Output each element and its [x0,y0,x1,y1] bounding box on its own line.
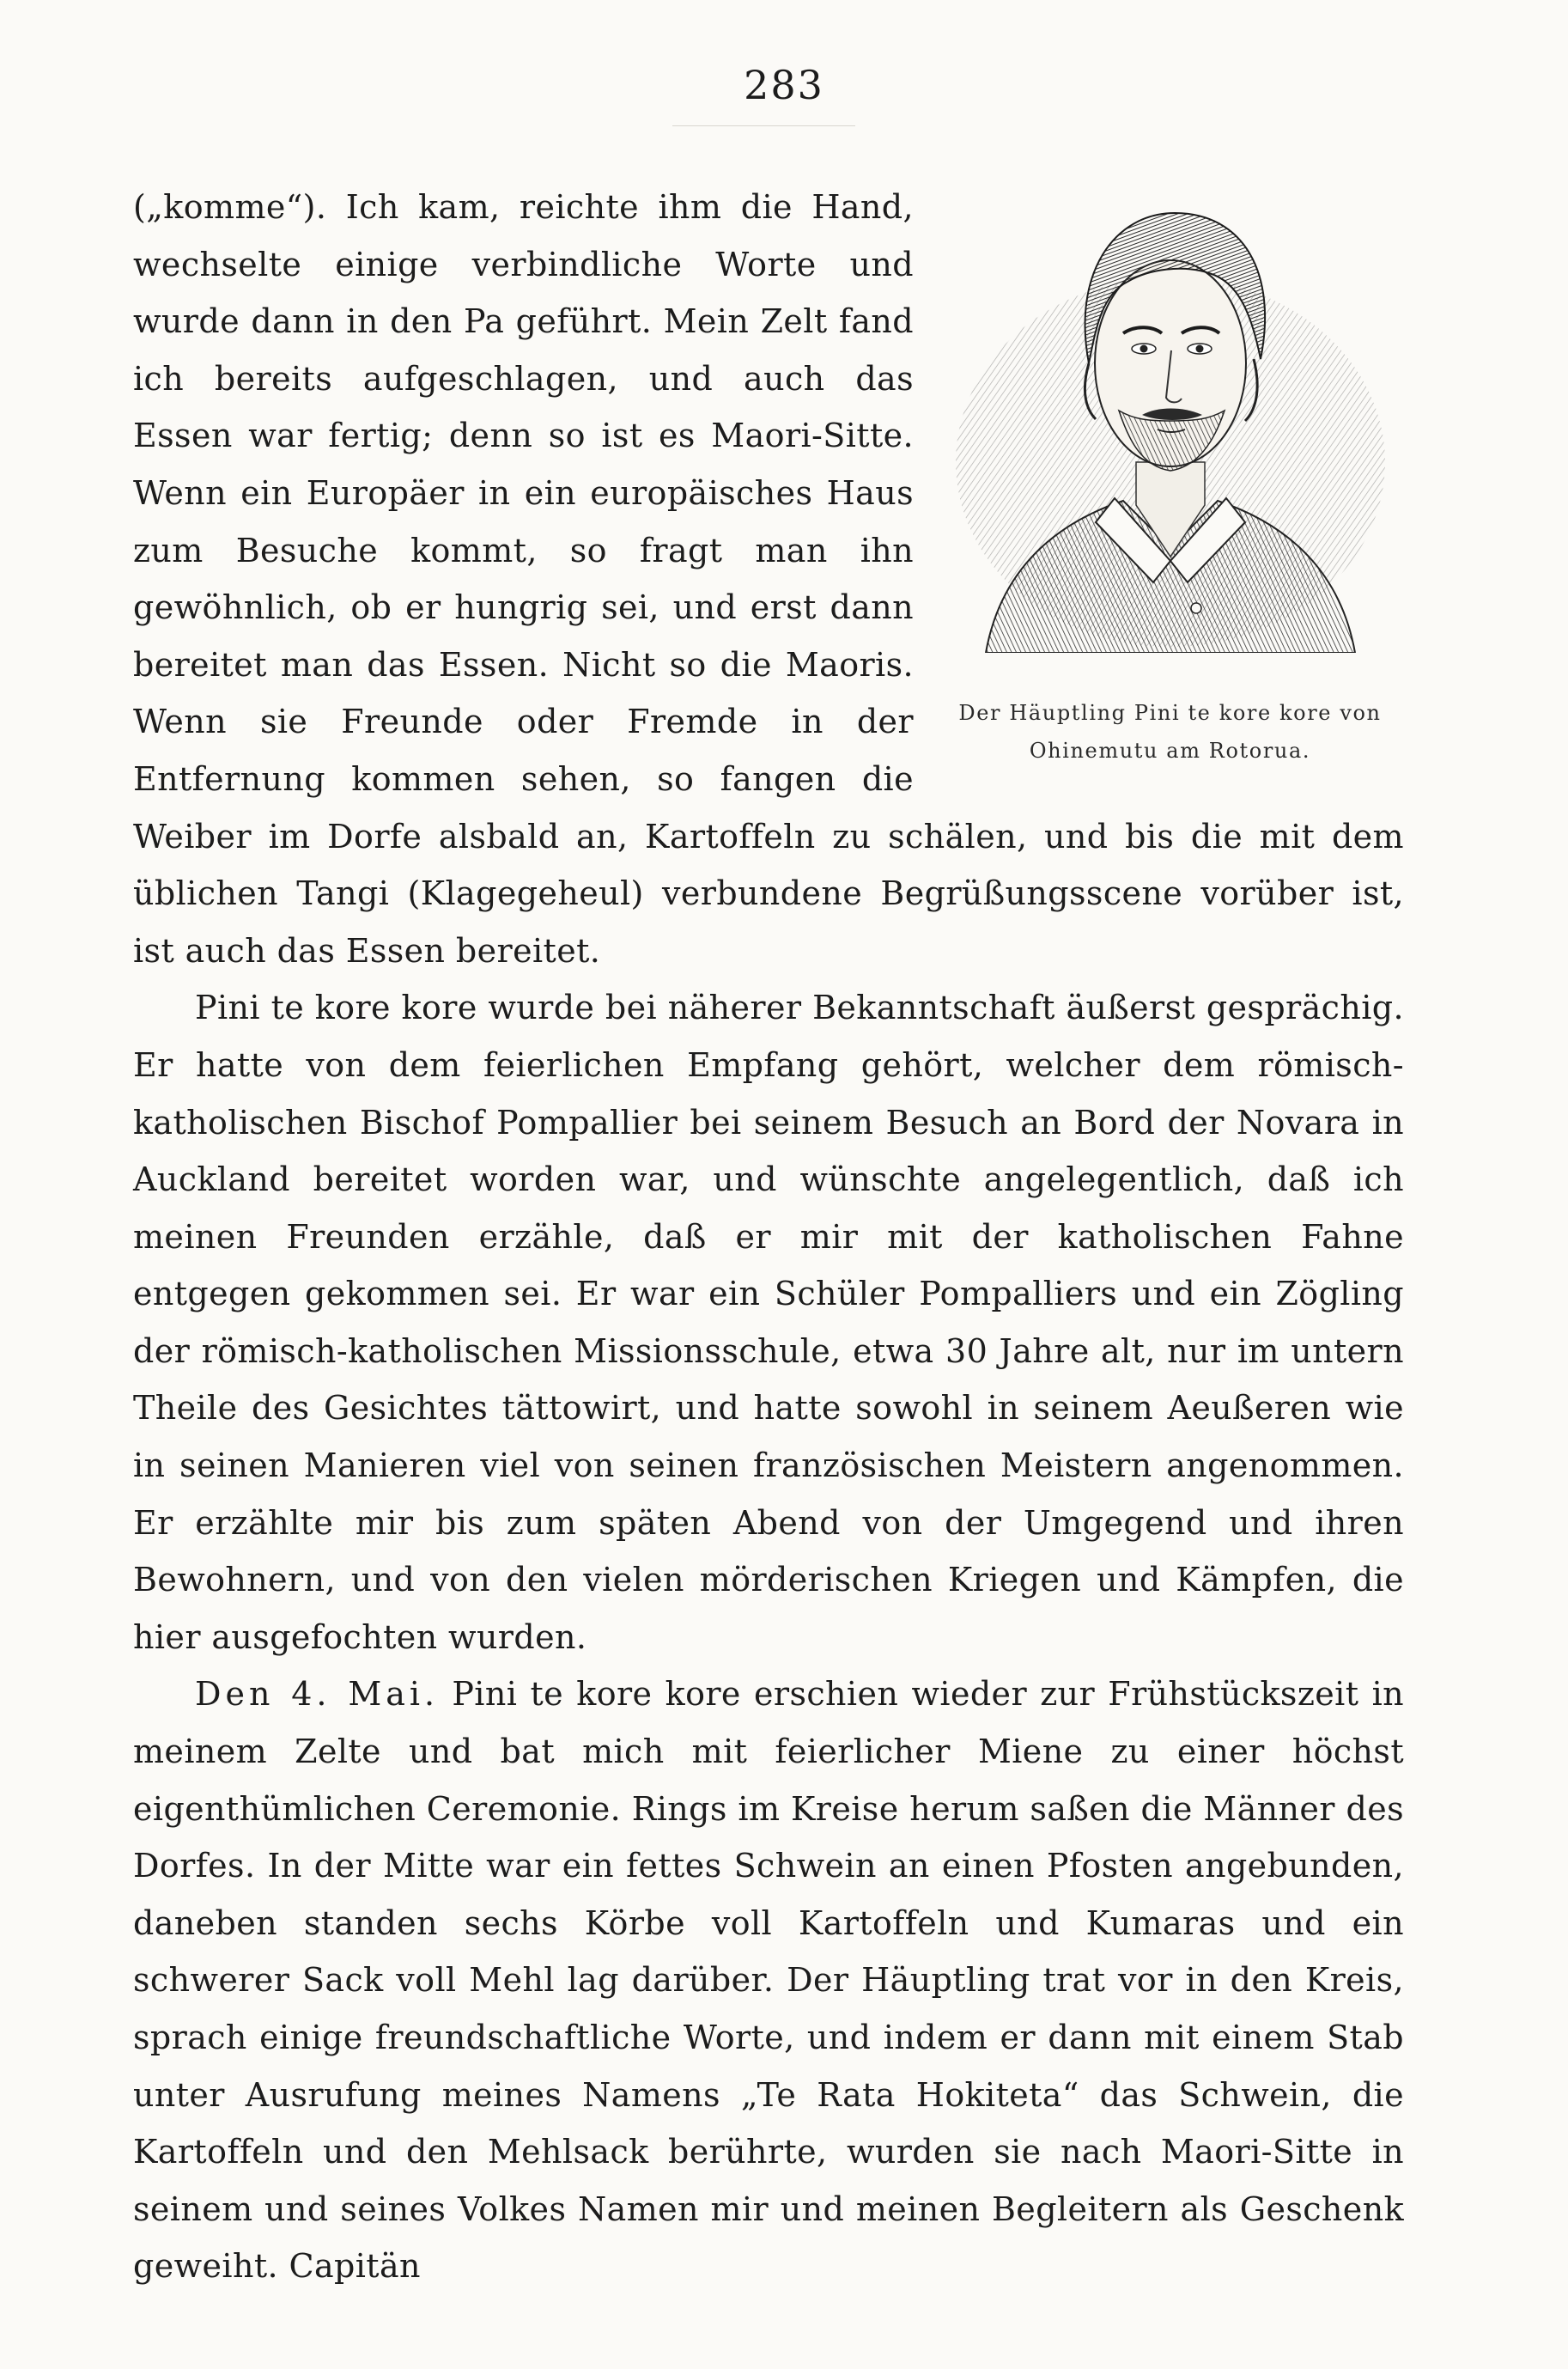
paragraph-2: Pini te kore kore wurde bei näherer Bekanntschaft äußerst gesprächig. Er hatte von dem feierlichen Empfang gehört, welcher dem römisch-katholischen Bischof Pompallier bei seinem Besuch an Bord der Novara in Auckland bereitet worden war, und wünschte angelegentlich, daß ich meinen Freunden erzähle, daß er mir mit der katholischen Fahne entgegen gekommen sei. Er war ein Schüler Pompalliers und ein Zögling der römisch-katholischen Missionsschule, etwa 30 Jahre alt, nur im untern Theile des Gesichtes tättowirt, und hatte sowohl in seinem Aeußeren wie in seinen Manieren viel von seinen französischen Meistern angenommen. Er erzählte mir bis zum späten Abend von der Umgegend und ihren Bewohnern, und von den vielen mörderischen Kriegen und Kämpfen, die hier ausgefochten wurden. [133,989,1404,1656]
paragraph-3 [133,1666,1404,2295]
caption-line-1: Der Häuptling Pini te kore kore von [958,701,1382,725]
figure-caption [936,694,1404,770]
caption-line-2: Ohinemutu am Rotorua. [1029,739,1311,763]
paragraph-1: („komme“). Ich kam, reichte ihm die Hand, wechselte einige verbindliche Worte und wurde dann in den Pa geführt. Mein Zelt fand ich bereits aufgeschlagen, und auch das Essen war fertig; denn so ist es Maori-Sitte. Wenn ein Europäer in ein europäisches Haus zum Besuche kommt, so fragt man ihn gewöhnlich, ob er hungrig sei, und erst dann bereitet man das Essen. Nicht so die Maoris. Wenn sie Freunde oder Fremde in der Entfernung kommen sehen, so fangen die Weiber im Dorfe alsbald an, Kartoffeln zu schälen, und bis die mit dem üblichen Tangi (Klagegeheul) verbundene Begrüßungsscene vorüber ist, ist auch das Essen bereitet. [133,188,1404,970]
portrait-figure [936,179,1404,784]
body-text [133,179,1404,2295]
paragraph-3-text: Pini te kore kore erschien wieder zur Frühstückszeit in meinem Zelte und bat mich mit feierlicher Miene zu einer höchst eigenthümlichen Ceremonie. Rings im Kreise herum saßen die Männer des Dorfes. In der Mitte war ein fettes Schwein an einen Pfosten angebunden, daneben standen sechs Körbe voll Kartoffeln und Kumaras und ein schwerer Sack voll Mehl lag darüber. Der Häuptling trat vor in den Kreis, sprach einige freundschaftliche Worte, und indem er dann mit einem Stab unter Ausrufung meines Namens „Te Rata Hokiteta“ das Schwein, die Kartoffeln und den Mehlsack berührte, wurden sie nach Maori-Sitte in seinem und seines Volkes Namen mir und meinen Begleitern als Geschenk geweiht. Capitän [133,1675,1405,2286]
header-rule [672,125,855,126]
page-number: 283 [744,62,824,108]
date-heading: Den 4. Mai. [195,1675,440,1714]
portrait-illustration [951,179,1389,653]
